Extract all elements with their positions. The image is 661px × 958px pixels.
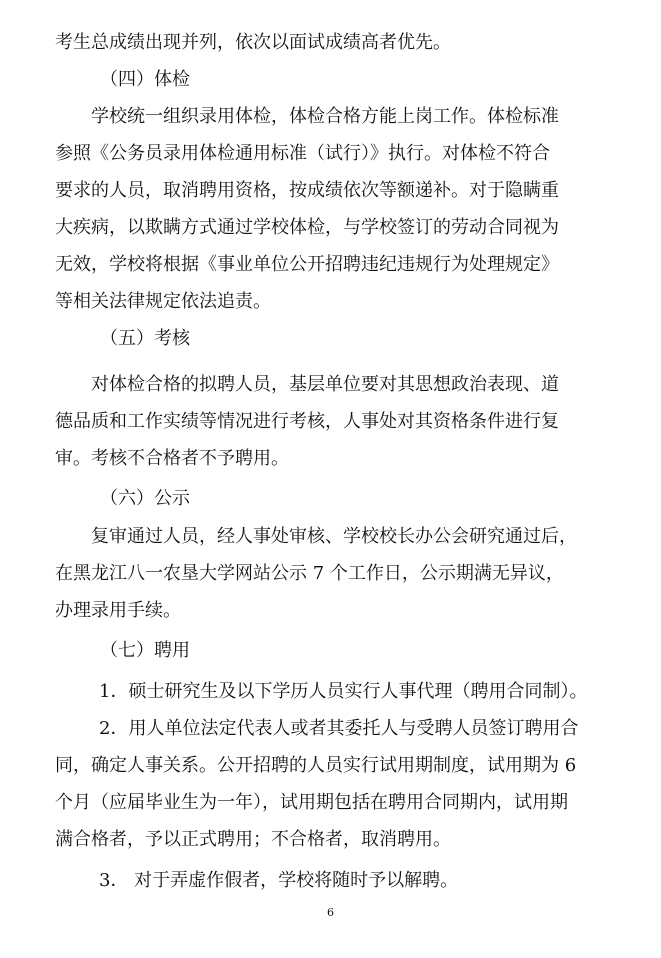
page-number: 6 [327,906,334,919]
section-heading-employment: （七）聘用 [100,640,190,661]
text-line: 审。考核不合格者不予聘用。 [55,448,289,469]
text-line: 在黑龙江八一农垦大学网站公示 7 个工作日，公示期满无异议， [55,563,564,584]
section-heading-publicity: （六）公示 [100,488,190,509]
text-line: 大疾病，以欺瞒方式通过学校体检，与学校签订的劳动合同视为 [55,217,559,238]
text-line: 无效，学校将根据《事业单位公开招聘违纪违规行为处理规定》 [55,254,559,275]
text-line: 要求的人员，取消聘用资格，按成绩依次等额递补。对于隐瞒重 [55,180,559,201]
text-line: 参照《公务员录用体检通用标准（试行）》执行。对体检不符合 [55,143,550,164]
text-line: 个月（应届毕业生为一年），试用期包括在聘用合同期内，试用期 [55,792,568,813]
text-line: 考生总成绩出现并列，依次以面试成绩高者优先。 [55,32,451,53]
text-line: 德品质和工作实绩等情况进行考核，人事处对其资格条件进行复 [55,411,559,432]
text-line: 学校统一组织录用体检，体检合格方能上岗工作。体检标准 [91,106,559,127]
list-item: 3． 对于弄虚作假者，学校将随时予以解聘。 [99,870,459,891]
text-line: 对体检合格的拟聘人员，基层单位要对其思想政治表现、道 [91,374,559,395]
text-line: 复审通过人员，经人事处审核、学校校长办公会研究通过后， [91,526,577,547]
list-item: 2．用人单位法定代表人或者其委托人与受聘人员签订聘用合 [99,718,579,739]
text-line: 办理录用手续。 [55,600,181,621]
list-item: 1．硕士研究生及以下学历人员实行人事代理（聘用合同制）。 [99,681,588,702]
text-line: 满合格者，予以正式聘用；不合格者，取消聘用。 [55,829,451,850]
section-heading-assessment: （五）考核 [100,328,190,349]
text-line: 同，确定人事关系。公开招聘的人员实行试用期制度，试用期为 6 [55,755,577,776]
text-line: 等相关法律规定依法追责。 [55,291,271,312]
section-heading-physical-exam: （四）体检 [100,69,190,90]
